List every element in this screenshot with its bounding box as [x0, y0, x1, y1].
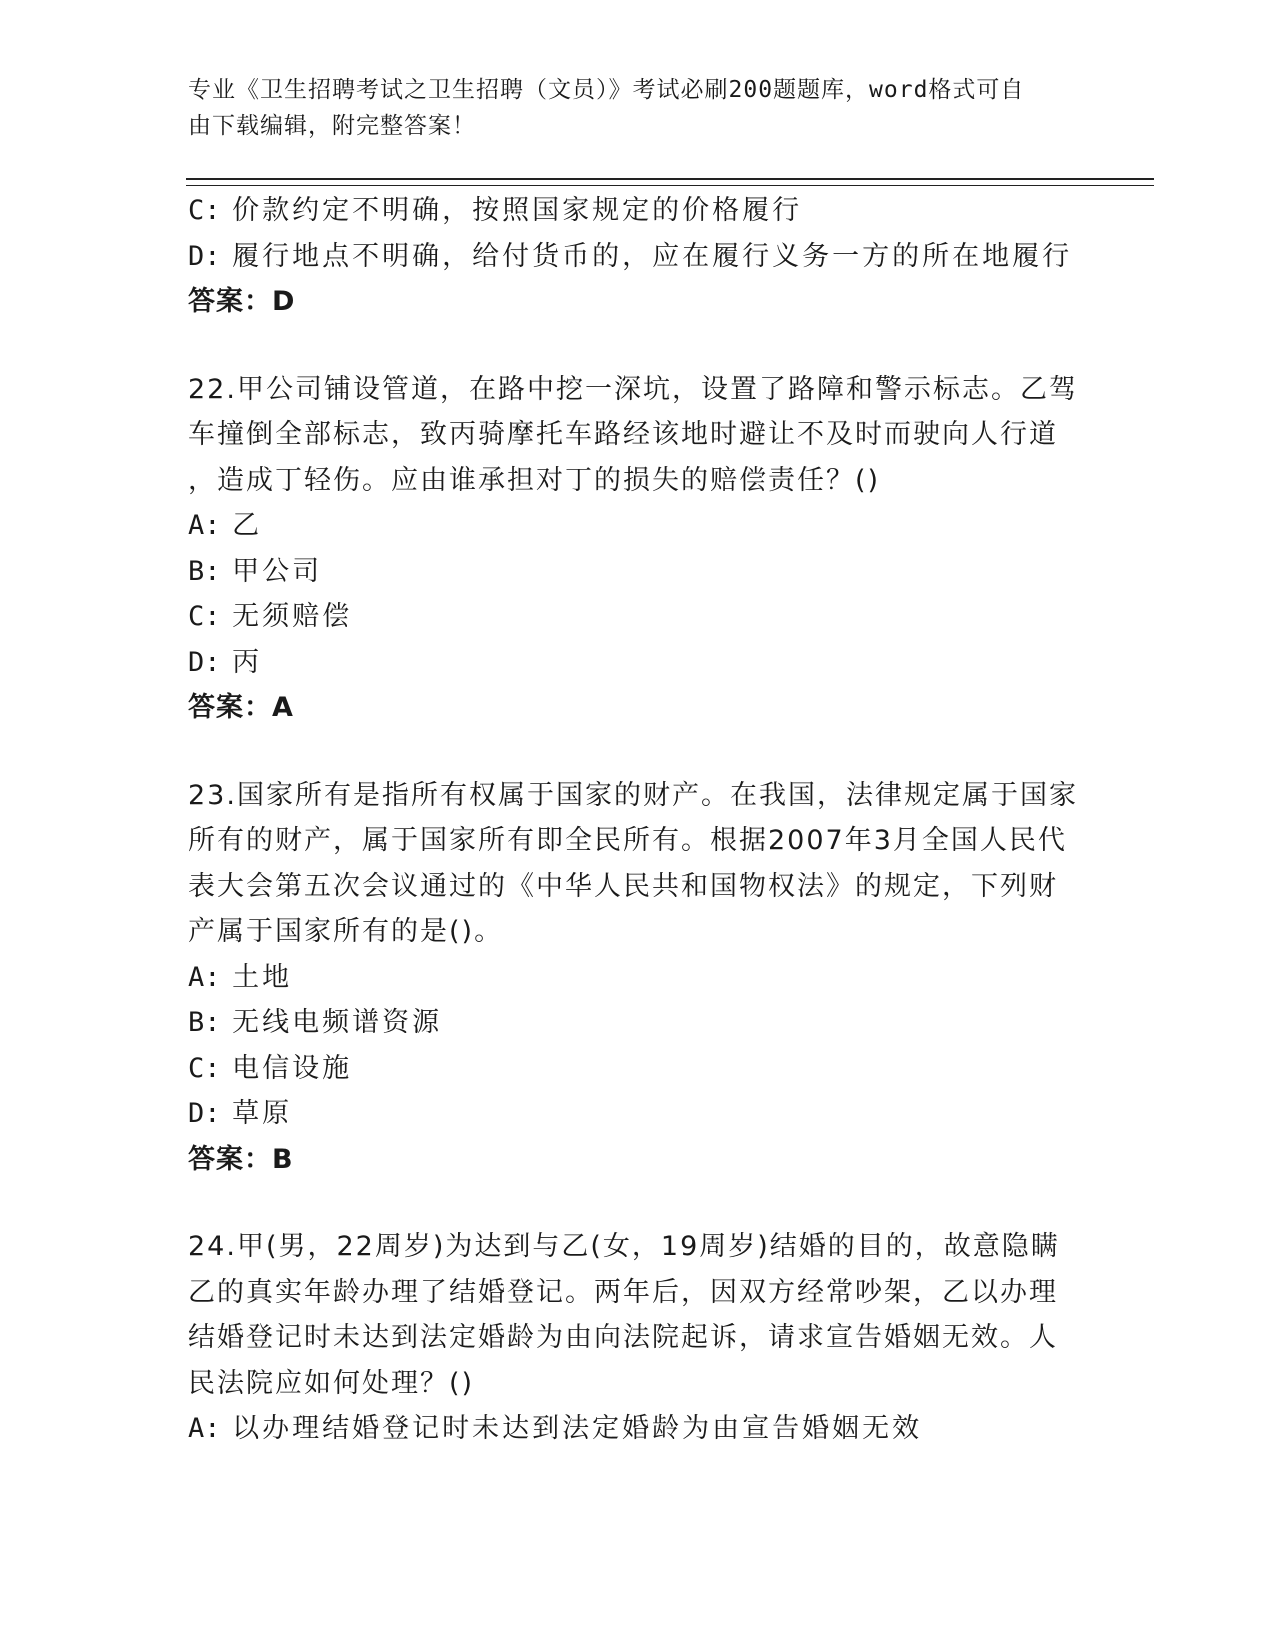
- page-header: [188, 72, 1068, 144]
- answer-label: 答案：B: [188, 1143, 294, 1175]
- option-c: C: 电信设施: [188, 1052, 353, 1084]
- question-23: [188, 773, 1088, 1183]
- question-text-line: 22.甲公司铺设管道，在路中挖一深坑，设置了路障和警示标志。乙驾: [188, 373, 1078, 405]
- question-text-line: 23.国家所有是指所有权属于国家的财产。在我国，法律规定属于国家: [188, 779, 1078, 811]
- option-a: A: 以办理结婚登记时未达到法定婚龄为由宣告婚姻无效: [188, 1413, 923, 1444]
- option-d: D: 丙: [188, 646, 263, 678]
- question-text-line: 乙的真实年龄办理了结婚登记。两年后，因双方经常吵架，乙以办理: [188, 1276, 1058, 1308]
- question-text-line: 24.甲(男，22周岁)为达到与乙(女，19周岁)结婚的目的，故意隐瞒: [188, 1231, 1060, 1262]
- option-a: A: 乙: [188, 510, 263, 541]
- question-24: [188, 1224, 1088, 1452]
- document-body: [188, 188, 1088, 1452]
- question-21-continued: [188, 188, 1088, 325]
- option-c: C: 价款约定不明确，按照国家规定的价格履行: [188, 195, 803, 226]
- option-d: D: 草原: [188, 1098, 293, 1129]
- option-b: B: 甲公司: [188, 555, 323, 587]
- question-text-line: 车撞倒全部标志，致丙骑摩托车路经该地时避让不及时而驶向人行道: [188, 419, 1058, 450]
- option-d: D: 履行地点不明确，给付货币的，应在履行义务一方的所在地履行: [188, 240, 1073, 272]
- answer-label: 答案：A: [188, 692, 294, 723]
- option-c: C: 无须赔偿: [188, 601, 353, 632]
- question-text-line: ，造成丁轻伤。应由谁承担对丁的损失的赔偿责任？(): [188, 464, 881, 496]
- question-text-line: 表大会第五次会议通过的《中华人民共和国物权法》的规定，下列财: [188, 870, 1058, 902]
- question-text-line: 民法院应如何处理？(): [188, 1367, 475, 1399]
- option-b: B: 无线电频谱资源: [188, 1007, 443, 1038]
- answer-label: 答案：D: [188, 286, 296, 317]
- header-divider: [186, 178, 1154, 186]
- question-22: [188, 367, 1088, 731]
- header-line-1: 专业《卫生招聘考试之卫生招聘（文员）》考试必刷200题题库，word格式可自: [188, 77, 1025, 103]
- question-text-line: 结婚登记时未达到法定婚龄为由向法院起诉，请求宣告婚姻无效。人: [188, 1322, 1058, 1353]
- question-text-line: 产属于国家所有的是()。: [188, 916, 504, 947]
- header-line-2: 由下载编辑，附完整答案！: [188, 113, 476, 139]
- question-text-line: 所有的财产，属于国家所有即全民所有。根据2007年3月全国人民代: [188, 825, 1067, 856]
- option-a: A: 土地: [188, 961, 293, 993]
